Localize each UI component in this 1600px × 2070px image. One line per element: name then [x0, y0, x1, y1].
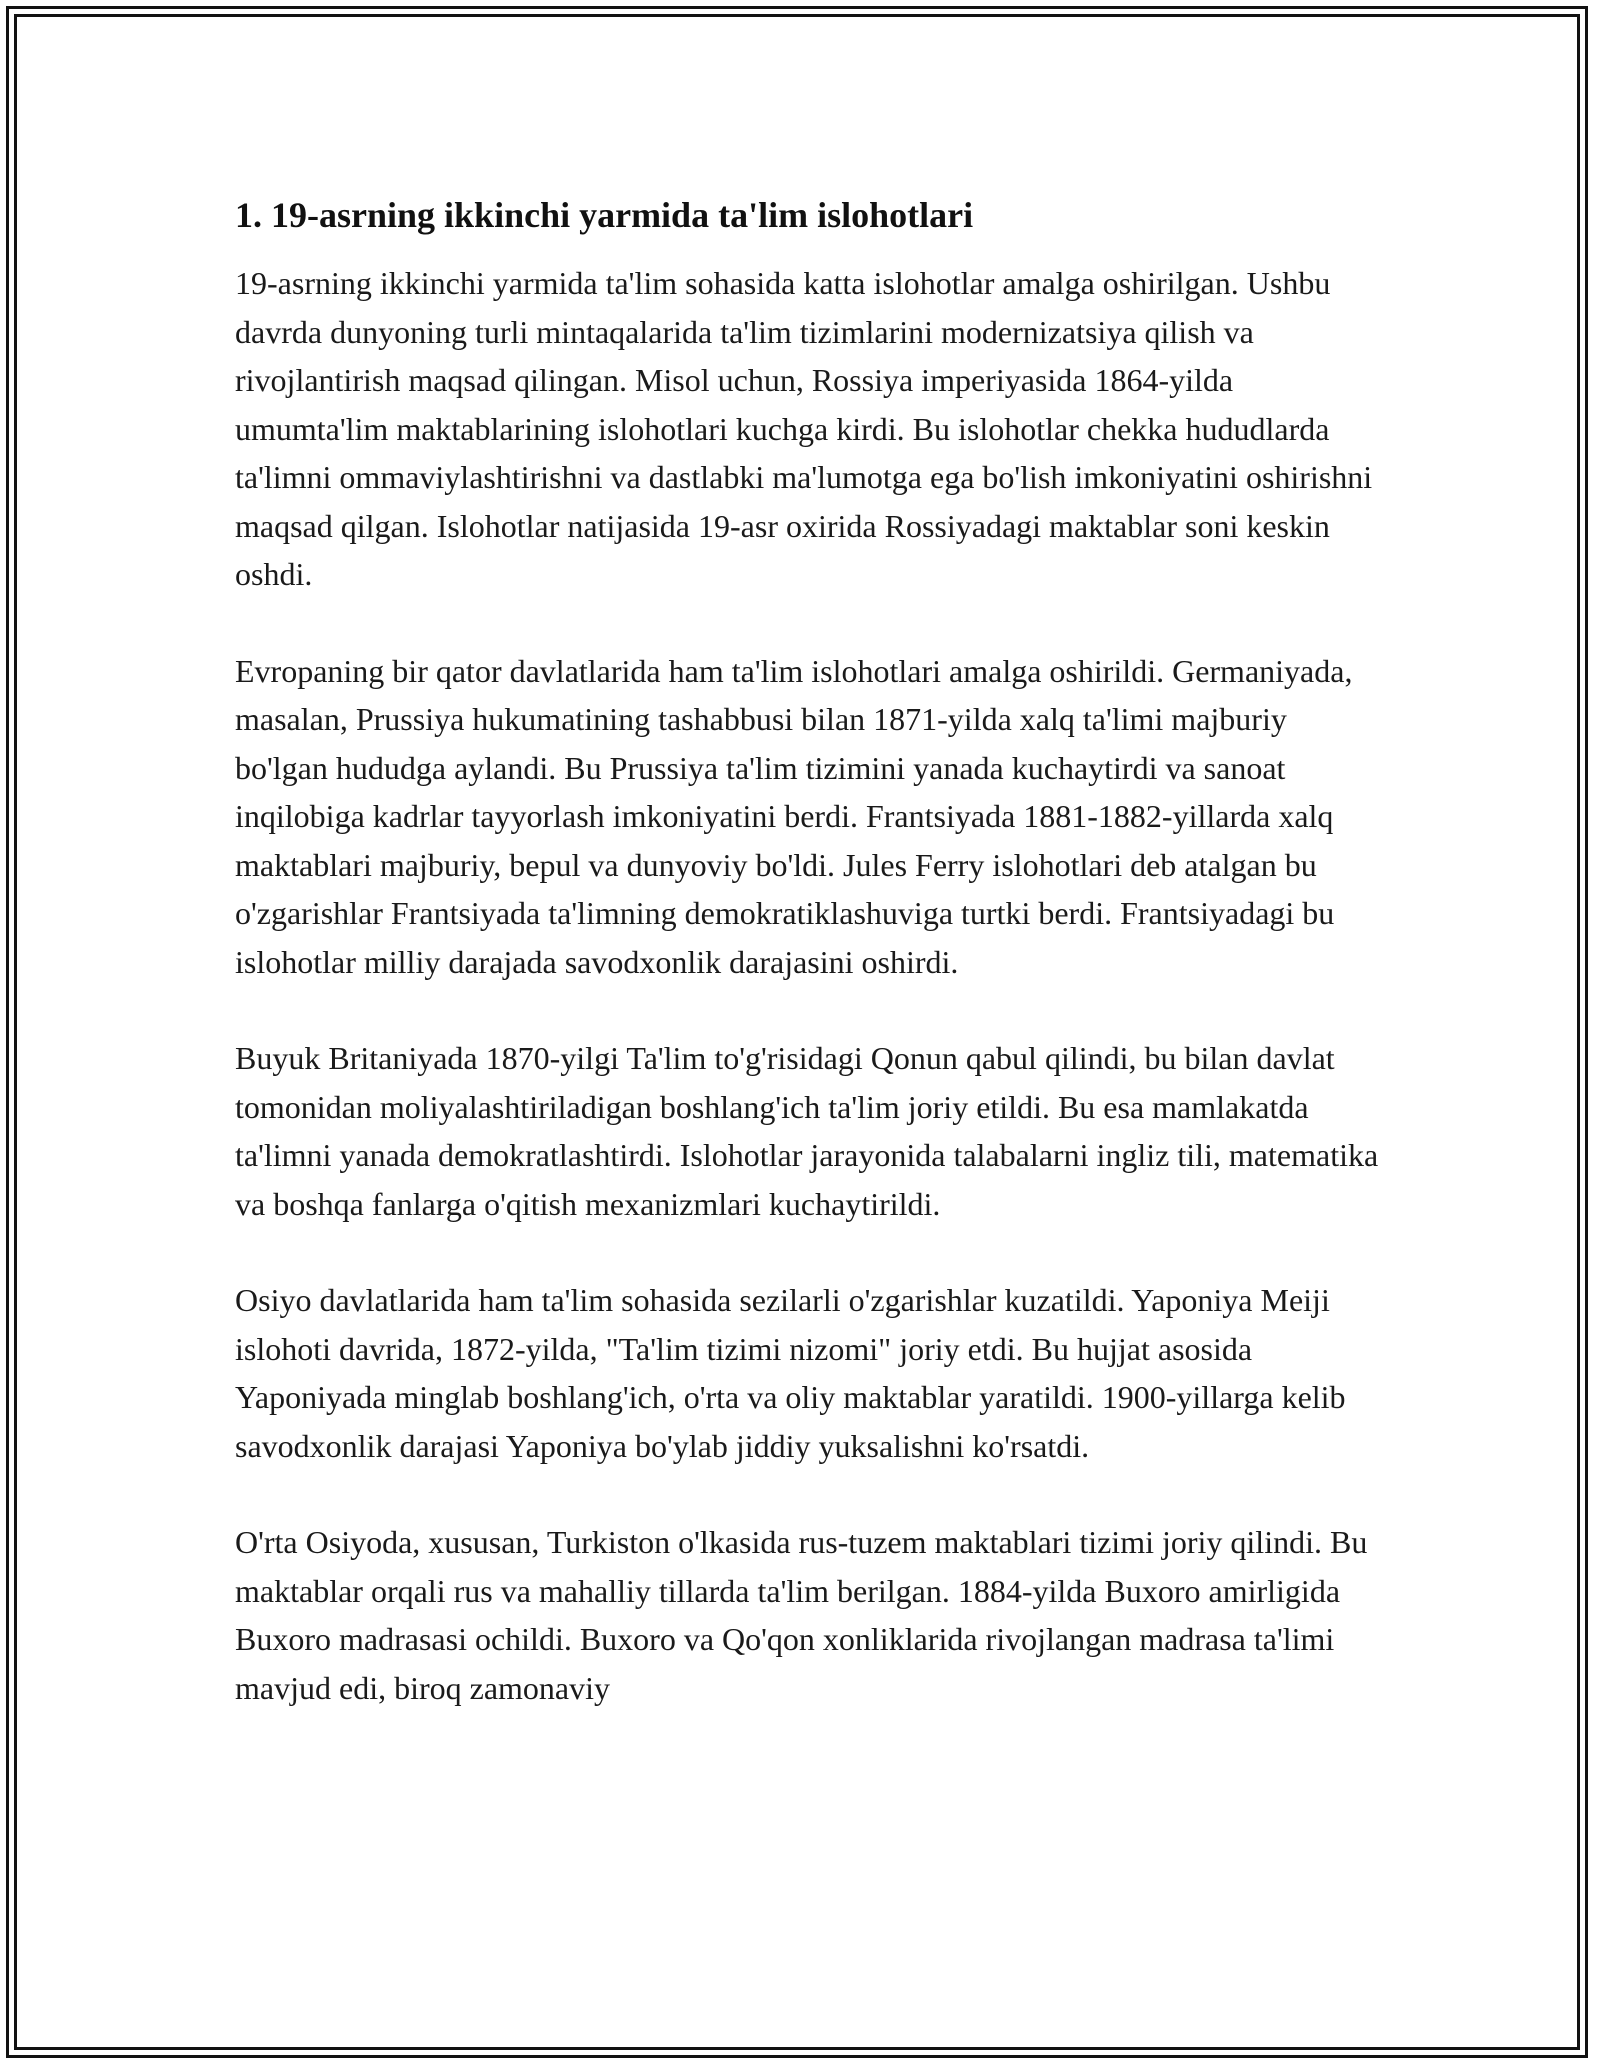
paragraph-4: Osiyo davlatlarida ham ta'lim sohasida sezilarli o'zgarishlar kuzatildi. Yaponiya Meiji islohoti davrida, 1872-yilda, "Ta'lim tizimi nizomi" joriy etdi. Bu hujjat asosida Yaponiyada minglab boshlang'ich, o'rta va oliy maktablar yaratildi. 1900-yillarga kelib savodxonlik darajasi Yaponiya bo'ylab jiddiy yuksalishni ko'rsatdi. — [235, 1282, 1346, 1464]
paragraph-2: Evropaning bir qator davlatlarida ham ta'lim islohotlari amalga oshirildi. Germaniyada, masalan, Prussiya hukumatining tashabbusi bilan 1871-yilda xalq ta'limi majburiy bo'lgan hududga aylandi. Bu Prussiya ta'lim tizimini yanada kuchaytirdi va sanoat inqilobiga kadrlar tayyorlash imkoniyatini berdi. Frantsiyada 1881-1882-yillarda xalq maktablari majburiy, bepul va dunyoviy bo'ldi. Jules Ferry islohotlari deb atalgan bu o'zgarishlar Frantsiyada ta'limning demokratiklashuviga turtki berdi. Frantsiyadagi bu islohotlar milliy darajada savodxonlik darajasini oshirdi. — [235, 652, 1353, 980]
paragraph-3: Buyuk Britaniyada 1870-yilgi Ta'lim to'g'risidagi Qonun qabul qilindi, bu bilan davlat tomonidan moliyalashtiriladigan boshlang'ich ta'lim joriy etildi. Bu esa mamlakatda ta'limni yanada demokratlashtirdi. Islohotlar jarayonida talabalarni ingliz tili, matematika va boshqa fanlarga o'qitish mexanizmlari kuchaytirildi. — [235, 1040, 1379, 1222]
paragraph-5: O'rta Osiyoda, xususan, Turkiston o'lkasida rus-tuzem maktablari tizimi joriy qilindi. Bu maktablar orqali rus va mahalliy tillarda ta'lim berilgan. 1884-yilda Buxoro amirligida Buxoro madrasasi ochildi. Buxoro va Qo'qon xonliklarida rivojlangan madrasa ta'limi mavjud edi, biroq zamonaviy — [235, 1524, 1368, 1706]
section-heading: 1. 19-asrning ikkinchi yarmida ta'lim islohotlari — [235, 195, 974, 235]
paragraph-1: 19-asrning ikkinchi yarmida ta'lim sohasida katta islohotlar amalga oshirilgan. Ushbu davrda dunyoning turli mintaqalarida ta'lim tizimlarini modernizatsiya qilish va rivojlantirish maqsad qilingan. Misol uchun, Rossiya imperiyasida 1864-yilda umumta'lim maktablarining islohotlari kuchga kirdi. Bu islohotlar chekka hududlarda ta'limni ommaviylashtirishni va dastlabki ma'lumotga ega bo'lish imkoniyatini oshirishni maqsad qilgan. Islohotlar natijasida 19-asr oxirida Rossiyadagi maktablar soni keskin oshdi. — [235, 265, 1373, 592]
document-body — [235, 185, 1385, 1712]
